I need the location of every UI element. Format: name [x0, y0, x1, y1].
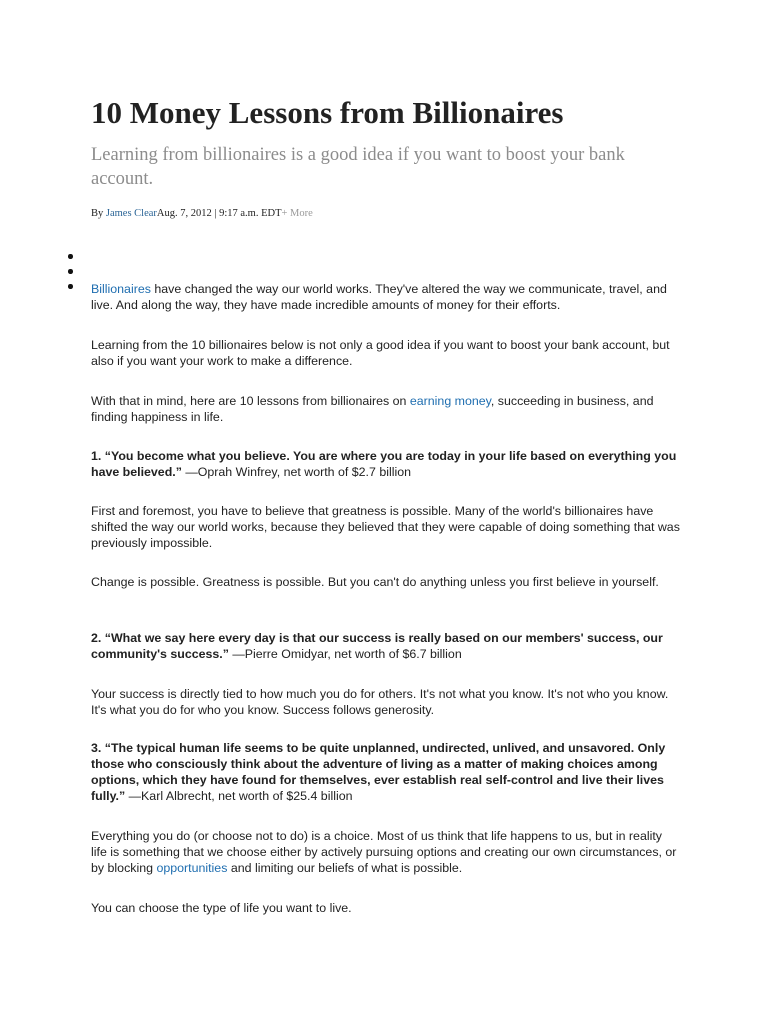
- publish-date: Aug. 7, 2012 | 9:17 a.m. EDT: [156, 208, 282, 219]
- paragraph-8: You can choose the type of life you want to live.: [91, 901, 352, 915]
- quote-3: [91, 740, 681, 804]
- earning-money-link[interactable]: earning money: [409, 394, 491, 408]
- quote-text: 1. “You become what you believe. You are where you are today in your life based on everything you have believed.”: [91, 449, 677, 479]
- byline-prefix: By: [91, 208, 106, 219]
- billionaires-link[interactable]: Billionaires: [91, 282, 151, 296]
- share-list: [68, 250, 76, 295]
- quote-1: [91, 448, 681, 480]
- quote-attribution: —Pierre Omidyar, net worth of $6.7 billion: [228, 647, 462, 661]
- paragraph-text: Everything you do (or choose not to do) is a choice. Most of us think that life happens to us, but in reality life is something that we choose either by actively pursuing options and creating our own circumstances, or by blocking: [91, 829, 677, 875]
- paragraph-6: Your success is directly tied to how much you do for others. It's not what you know. It's not who you know. It's what you do for who you know. Success follows generosity.: [91, 687, 669, 717]
- author-link[interactable]: James Clear: [105, 208, 157, 219]
- byline: [91, 208, 313, 219]
- paragraph-text: have changed the way our world works. They've altered the way we communicate, travel, and live. And along the way, they have made incredible amounts of money for their efforts.: [91, 282, 667, 312]
- share-item[interactable]: [68, 280, 76, 295]
- paragraph-5: Change is possible. Greatness is possible. But you can't do anything unless you first believe in yourself.: [91, 575, 659, 589]
- quote-2: [91, 630, 681, 662]
- article-subtitle: Learning from billionaires is a good idea if you want to boost your bank account.: [91, 145, 625, 189]
- paragraph-2: Learning from the 10 billionaires below is not only a good idea if you want to boost your bank account, but also if you want your work to make a difference.: [91, 338, 670, 368]
- paragraph-text: With that in mind, here are 10 lessons from billionaires on: [91, 394, 410, 408]
- quote-attribution: —Oprah Winfrey, net worth of $2.7 billion: [181, 465, 412, 479]
- more-link[interactable]: + More: [281, 208, 313, 219]
- quote-text: 3. “The typical human life seems to be quite unplanned, undirected, unlived, and unsavored. Only those who consciously think about the adventure of living as a matter of making choices among options, which they have found for themselves, ever establish real self-control and live their lives fully.”: [91, 741, 666, 803]
- paragraph-1: [91, 281, 681, 313]
- paragraph-text: and limiting our beliefs of what is possible.: [227, 861, 463, 875]
- paragraph-3: [91, 393, 681, 425]
- paragraph-text: , succeeding in business, and finding happiness in life.: [91, 394, 654, 424]
- quote-attribution: —Karl Albrecht, net worth of $25.4 billion: [125, 789, 353, 803]
- share-item[interactable]: [68, 265, 76, 280]
- quote-text: 2. “What we say here every day is that our success is really based on our members' success, our community's success.”: [91, 631, 663, 661]
- share-item[interactable]: [68, 250, 76, 265]
- opportunities-link[interactable]: opportunities: [156, 861, 228, 875]
- paragraph-7: [91, 828, 681, 876]
- article-title: 10 Money Lessons from Billionaires: [91, 95, 564, 130]
- paragraph-4: First and foremost, you have to believe that greatness is possible. Many of the world's billionaires have shifted the way our world works, because they believed that they were capable of doing something that was previously impossible.: [91, 504, 680, 550]
